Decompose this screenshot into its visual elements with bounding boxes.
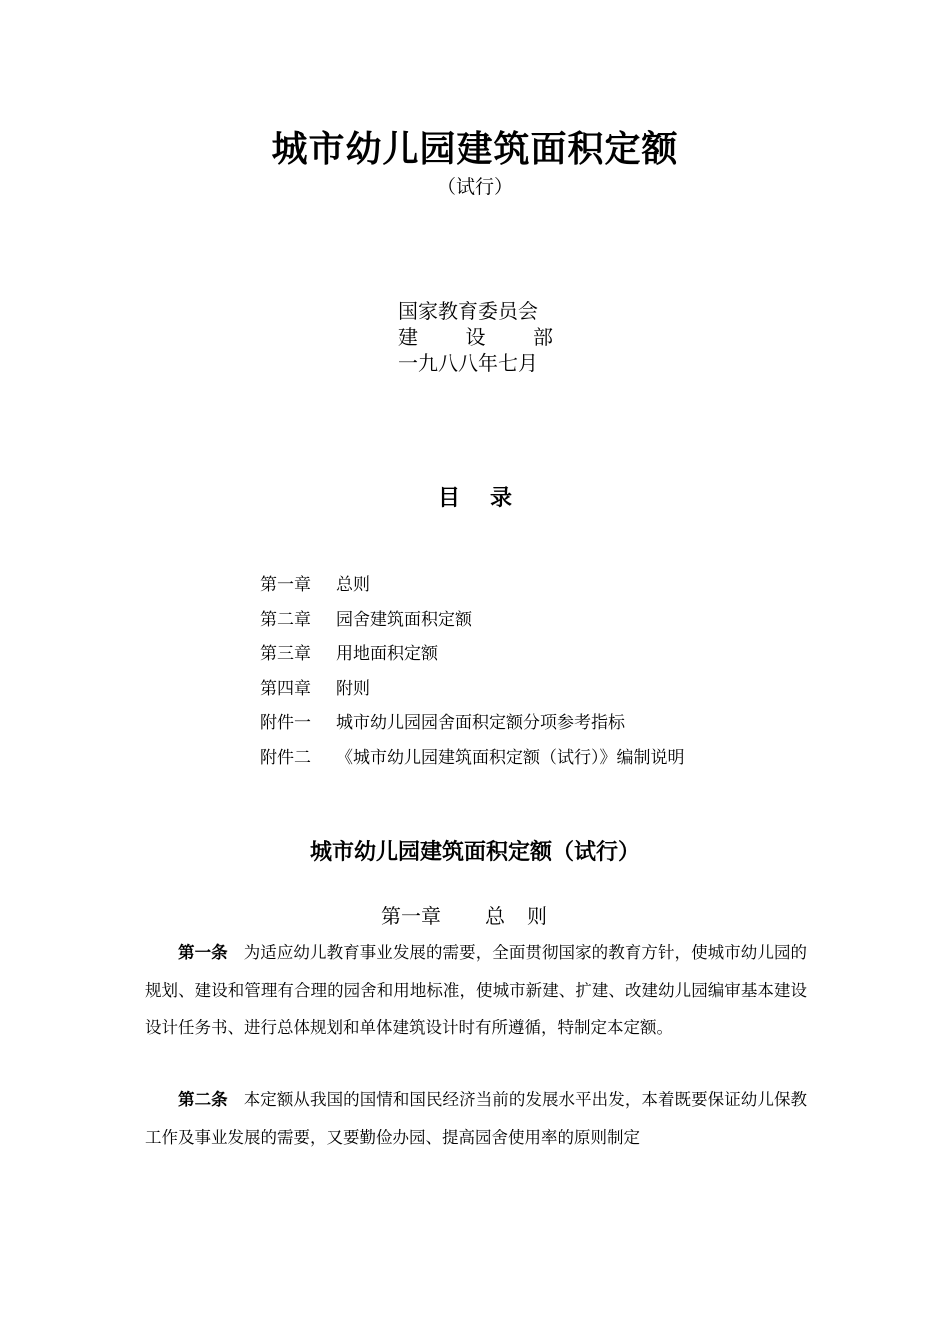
article-text: 本定额从我国的国情和国民经济当前的发展水平出发，本着既要保证幼儿保教工作及事业发展的需要，又要勤俭办园、提高园舍使用率的原则制定 [145,1090,808,1147]
toc-item-label: 第一章 [260,575,311,595]
toc-item[interactable] [260,674,685,709]
toc-item-label: 第三章 [260,644,311,664]
issuer-org-char: 建 [398,325,418,349]
toc-item-text: 总则 [336,575,370,595]
toc-item[interactable] [260,570,685,605]
article-label: 第二条 [178,1090,228,1109]
chapter-heading [0,900,950,932]
article-paragraph [145,934,807,1047]
issuer-org-construction-ministry [398,324,553,350]
toc-item-text: 城市幼儿园园舍面积定额分项参考指标 [336,713,625,733]
chapter-label: 第一章 [381,904,441,928]
article-paragraph [145,1081,807,1156]
toc-item-text: 园舍建筑面积定额 [336,609,472,630]
toc-item[interactable] [260,639,685,674]
toc-item-text: 附则 [336,678,370,699]
toc-item-label: 第四章 [260,678,311,699]
issue-date: 一九八八年七月 [398,351,538,375]
main-title: 城市幼儿园建筑面积定额（试行） [309,840,640,865]
toc-item-text: 《城市幼儿园建筑面积定额（试行）》编制说明 [336,747,685,768]
issuer-org-char: 部 [533,325,553,349]
document-subtitle: （试行） [436,176,513,198]
toc-item-label: 第二章 [260,609,311,630]
article-text: 为适应幼儿教育事业发展的需要，全面贯彻国家的教育方针，使城市幼儿园的规划、建设和管理有合理的园舍和用地标准，使城市新建、扩建、改建幼儿园编审基本建设设计任务书、进行总体规划和单体建筑设计时有所遵循，特制定本定额。 [145,943,808,1037]
toc-item[interactable] [260,743,685,778]
article-label: 第一条 [178,943,228,962]
issuer-block [398,298,553,376]
toc-item-text: 用地面积定额 [336,644,438,664]
document-title: 城市幼儿园建筑面积定额 [271,129,679,170]
chapter-title: 总则 [485,904,569,928]
toc-item[interactable] [260,605,685,640]
toc-heading: 目录 [437,486,542,511]
toc-item-label: 附件一 [260,713,311,733]
issuer-org-education-commission: 国家教育委员会 [398,299,538,323]
toc-item-label: 附件二 [260,747,311,768]
issuer-org-char: 设 [465,325,486,349]
table-of-contents [260,570,685,777]
toc-item[interactable] [260,708,685,743]
